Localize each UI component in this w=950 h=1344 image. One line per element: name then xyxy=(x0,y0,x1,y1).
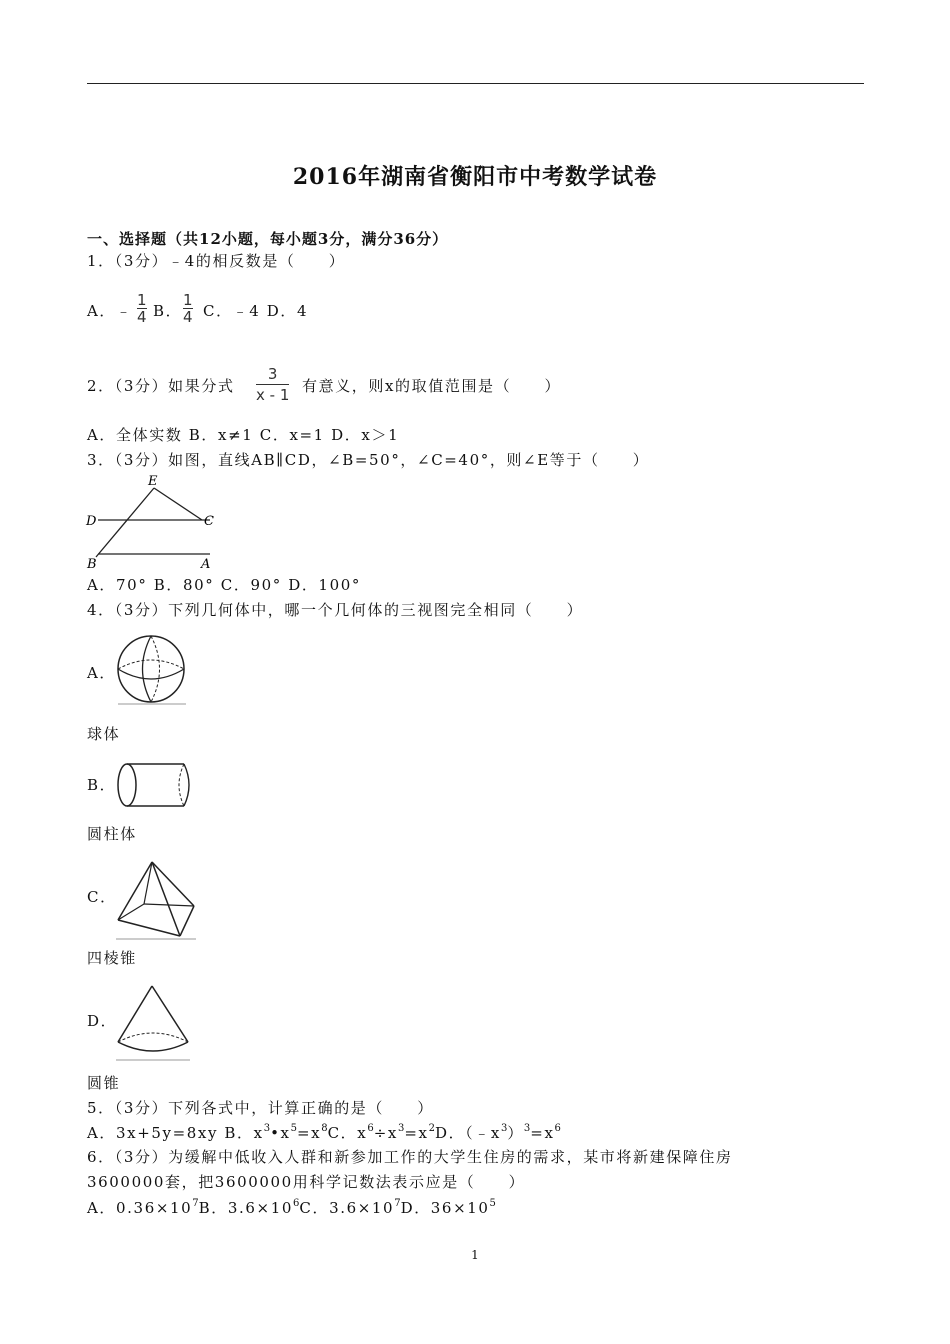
q1-option-a-prefix: A．﹣ xyxy=(87,302,133,320)
numerator: 1 xyxy=(183,291,193,309)
q5-opt-text: =x xyxy=(530,1124,555,1142)
exp: 3 xyxy=(397,1123,405,1134)
q5-opt-text: A．3x+5y=8xy B．x xyxy=(87,1124,264,1142)
q4-option-c-name: 四棱锥 xyxy=(87,949,137,967)
q6-opt-text: D．36×10 xyxy=(400,1199,490,1217)
q6-stem-line2: 3600000套，把3600000用科学记数法表示应是（ ） xyxy=(87,1173,526,1191)
exp: 7 xyxy=(394,1198,401,1209)
q5-options xyxy=(87,1124,561,1142)
label-b: B xyxy=(87,557,97,572)
q3-stem: 3．（3分）如图，直线AB∥CD，∠B=50°，∠C=40°，则∠E等于（ ） xyxy=(87,451,650,469)
label-d: D xyxy=(86,514,97,529)
exp: 5 xyxy=(290,1123,297,1134)
q5-opt-text: ） xyxy=(507,1124,524,1142)
page-number: 1 xyxy=(471,1248,479,1262)
q1-options-rest: C．﹣4 D．4 xyxy=(203,302,309,320)
q6-stem-line1: 6．（3分）为缓解中低收入人群和新参加工作的大学生住房的需求，某市将新建保障住房 xyxy=(87,1148,733,1166)
q2-options: A．全体实数 B．x≠1 C．x=1 D．x＞1 xyxy=(87,426,400,444)
q2-stem-pre: 2．（3分）如果分式 xyxy=(87,377,235,395)
q6-options xyxy=(87,1199,496,1217)
denominator: 4 xyxy=(183,308,193,326)
section-heading: 一、选择题（共12小题，每小题3分，满分36分） xyxy=(87,230,449,248)
denominator: x - 1 xyxy=(256,386,290,404)
label-a: A xyxy=(201,557,211,572)
q4-option-b-label: B． xyxy=(87,776,117,794)
label-c: C xyxy=(204,514,214,529)
exp: 2 xyxy=(428,1123,435,1134)
cone-figure xyxy=(114,982,194,1062)
sphere-figure xyxy=(116,633,188,707)
exp: 3 xyxy=(500,1123,508,1134)
exp: 3 xyxy=(263,1123,271,1134)
q6-opt-text: B．3.6×10 xyxy=(198,1199,294,1217)
fraction-bar xyxy=(256,384,289,385)
q3-figure xyxy=(86,472,220,572)
q5-opt-text: D．（﹣x xyxy=(434,1124,501,1142)
q1-stem: 1．（3分）﹣4的相反数是（ ） xyxy=(87,252,346,270)
q1-fraction-b xyxy=(183,292,193,325)
q5-opt-text: =x xyxy=(404,1124,429,1142)
cylinder-figure xyxy=(114,760,196,812)
exp: 6 xyxy=(367,1123,374,1134)
label-e: E xyxy=(148,474,158,489)
q6-opt-text: C．3.6×10 xyxy=(299,1199,395,1217)
exp: 6 xyxy=(293,1198,300,1209)
q5-opt-text: ÷x xyxy=(373,1124,398,1142)
q4-option-b-name: 圆柱体 xyxy=(87,825,137,843)
q5-opt-text: =x xyxy=(296,1124,322,1142)
q4-option-a-name: 球体 xyxy=(87,725,121,743)
q4-stem: 4．（3分）下列几何体中，哪一个几何体的三视图完全相同（ ） xyxy=(87,601,584,619)
q3-options: A．70° B．80° C．90° D．100° xyxy=(87,576,361,594)
header-rule xyxy=(87,83,864,84)
q5-opt-text: •x xyxy=(270,1124,291,1142)
q4-option-d-label: D． xyxy=(87,1012,118,1030)
exp: 8 xyxy=(321,1123,328,1134)
q4-option-c-label: C． xyxy=(87,888,117,906)
q5-opt-text: C．x xyxy=(327,1124,368,1142)
exp: 7 xyxy=(192,1198,199,1209)
numerator: 3 xyxy=(267,365,278,383)
exp: 5 xyxy=(489,1198,496,1209)
q6-opt-text: A．0.36×10 xyxy=(87,1199,193,1217)
exp: 3 xyxy=(523,1123,531,1134)
q5-stem: 5．（3分）下列各式中，计算正确的是（ ） xyxy=(87,1099,434,1117)
denominator: 4 xyxy=(137,308,147,326)
numerator: 1 xyxy=(137,291,147,309)
q4-option-a-label: A． xyxy=(87,664,117,682)
page-title: 2016年湖南省衡阳市中考数学试卷 xyxy=(292,164,658,190)
q1-fraction-a xyxy=(137,292,147,325)
pyramid-figure xyxy=(114,858,198,942)
exp: 6 xyxy=(554,1123,561,1134)
q1-option-b-prefix: B． xyxy=(153,302,183,320)
q2-fraction xyxy=(256,366,289,403)
q4-option-d-name: 圆锥 xyxy=(87,1074,121,1092)
q2-stem-post: 有意义，则x的取值范围是（ ） xyxy=(302,377,562,395)
